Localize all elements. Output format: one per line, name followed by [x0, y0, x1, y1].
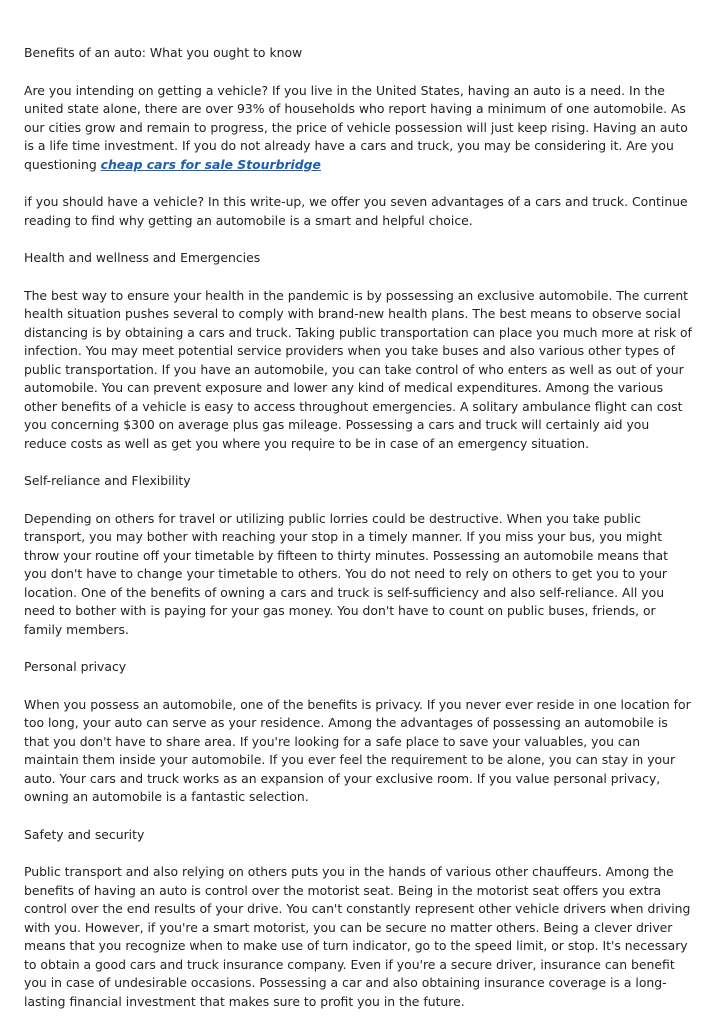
section-body-privacy: When you possess an automobile, one of the benefits is privacy. If you never ever reside in one location for too long, your auto can serve as your residence. Among the advantages of possessing an automobile is that you don't have to share area. If you're looking for a safe place to save your valuables, you can maintain them inside your automobile. If you ever feel the requirement to be alone, you can stay in your auto. Your cars and truck works as an expansion of your exclusive room. If you value personal privacy, owning an automobile is a fantastic selection.	[24, 696, 691, 804]
section-body-safety: Public transport and also relying on others puts you in the hands of various other chauffeurs. Among the benefits of having an auto is control over the motorist seat. Being in the motorist seat offers you extra control over the end results of your drive. You can't constantly represent other vehicle drivers when driving with you. However, if you're a smart motorist, you can be secure no matter others. Being a clever driver means that you recognize when to make use of turn indicator, go to the speed limit, or stop. It's necessary to obtain a good cars and truck insurance company. Even if you're a secure driver, insurance can benefit you in case of undesirable occasions. Possessing a car and also obtaining insurance coverage is a long-lasting financial investment that makes sure to profit you in the future.	[24, 864, 691, 1009]
intro-paragraph	[24, 82, 694, 175]
section-body-self-reliance: Depending on others for travel or utilizing public lorries could be destructive. When you take public transport, you may bother with reaching your stop in a timely manner. If you miss your bus, you might throw your routine off your timetable by fifteen to thirty minutes. Possessing an automobile means that you don't have to change your timetable to others. You do not need to rely on others to get you to your location. One of the benefits of owning a cars and truck is self-sufficiency and also self-reliance. All you need to bother with is paying for your gas money. You don't have to count on public buses, friends, or family members.	[24, 510, 668, 637]
article-title: Benefits of an auto: What you ought to know	[24, 45, 303, 60]
section-body-health: The best way to ensure your health in the pandemic is by possessing an exclusive automobile. The current health situation pushes several to comply with brand-new health plans. The best means to observe social distancing is by obtaining a cars and truck. Taking public transportation can place you much more at risk of infection. You may meet potential service providers when you take buses and also various other types of public transportation. If you have an automobile, you can take control of who enters as well as out of your automobile. You can prevent exposure and lower any kind of medical expenditures. Among the various other benefits of a vehicle is easy to access throughout emergencies. A solitary ambulance flight can cost you concerning $300 on average plus gas mileage. Possessing a cars and truck will certainly aid you reduce costs as well as get you where you require to be in case of an emergency situation.	[24, 287, 692, 451]
section-heading-privacy: Personal privacy	[24, 659, 127, 674]
intro-text: Are you intending on getting a vehicle? If you live in the United States, having an auto is a need. In the united state alone, there are over 93% of households who report having a minimum of one automobile. As our cities grow and remain to progress, the price of vehicle possession will just keep rising. Having an auto is a life time investment. If you do not already have a cars and truck, you may be considering it. Are you questioning	[24, 82, 688, 172]
intro-continuation: if you should have a vehicle? In this write-up, we offer you seven advantages of a cars and truck. Continue reading to find why getting an automobile is a smart and helpful choice.	[24, 194, 688, 228]
cheap-cars-link[interactable]: cheap cars for sale Stourbridge	[100, 156, 321, 172]
section-heading-self-reliance: Self-reliance and Flexibility	[24, 473, 191, 488]
section-heading-health: Health and wellness and Emergencies	[24, 250, 261, 265]
section-heading-safety: Safety and security	[24, 826, 145, 842]
